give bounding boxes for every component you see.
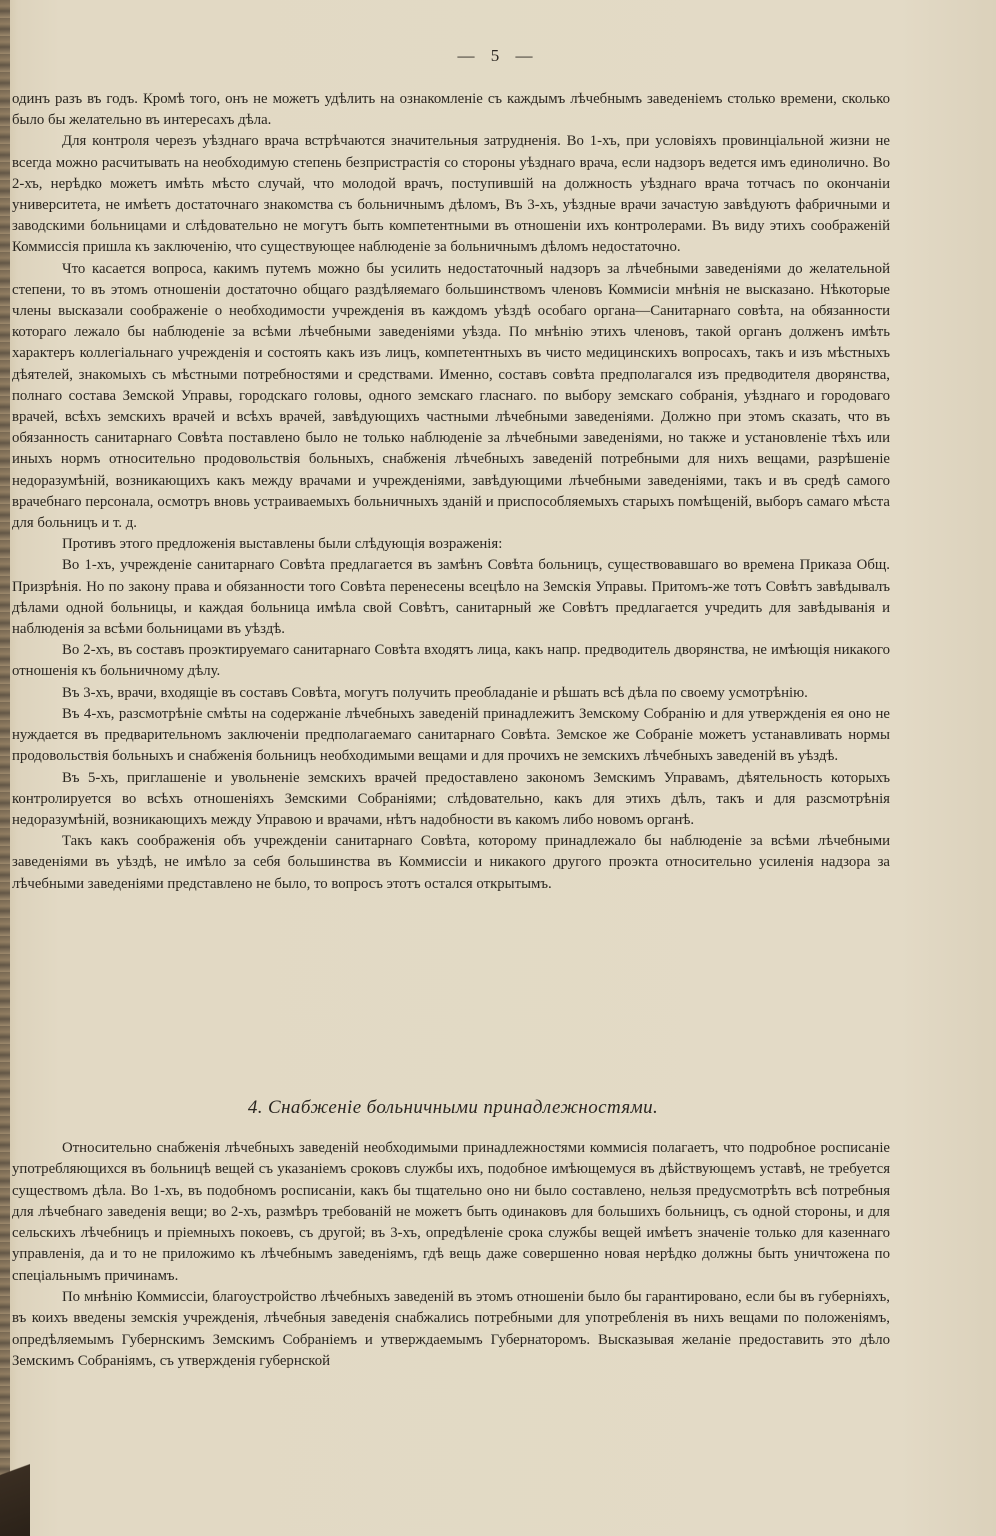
- paragraph: Что касается вопроса, какимъ путемъ можно бы усилить недостаточный надзоръ за лѣчебными заведеніями до желательной степени, то въ этомъ отношеніи достаточно общаго раздѣляемаго большинствомъ членовъ Коммисіи мнѣнія не высказано. Нѣкоторые члены высказали соображеніе о необходимости учрежденія въ каждомъ уѣздѣ особаго органа—Санитарнаго совѣта, на обязанности котораго лежало бы наблюденіе за всѣми лѣчебными заведеніями уѣзда. По мнѣнію этихъ членовъ, такой органъ долженъ имѣть характеръ коллегіальнаго учрежденія и состоять какъ изъ лицъ, компетентныхъ въ чисто медицинскихъ вопросахъ, такъ и изъ мѣстныхъ дѣятелей, знакомыхъ съ мѣстными потребностями и средствами. Именно, составъ совѣта предполагался изъ предводителя дворянства, полнаго состава Земской Управы, городскаго головы, одного земскаго гласнаго. по выбору земскаго собранія, уѣзднаго и городоваго врачей, всѣхъ земскихъ врачей и всѣхъ врачей, завѣдующихъ частными лѣчебными заведеніями. Должно при этомъ сказать, что въ обязанность санитарнаго Совѣта поставлено было не только наблюденіе за лѣчебными заведеніями, но также и установленіе тѣхъ или иныхъ нормъ относительно продовольствія больныхъ, снабженія лѣчебныхъ заведеній потребными для нихъ вещами, разрѣшеніе недоразумѣній, возникающихъ какъ между врачами и учрежденіями, завѣдующими лѣчебными заведеніями, такъ и въ средѣ самого врачебнаго персонала, осмотръ вновь устраиваемыхъ больничныхъ зданій и приспособляемыхъ старыхъ помѣщеній, выборъ самаго мѣста для больницъ и т. д.: [12, 260, 890, 532]
- paragraph: одинъ разъ въ годъ. Кромѣ того, онъ не можетъ удѣлить на ознакомленіе съ каждымъ лѣчебнымъ заведеніемъ столько времени, сколько было бы желательно въ интересахъ дѣла.: [12, 91, 890, 129]
- body-text-section-1: [12, 89, 890, 895]
- paragraph: Противъ этого предложенія выставлены были слѣдующія возраженія:: [62, 536, 503, 553]
- page-corner-shadow: [0, 1426, 30, 1536]
- paragraph: Въ 3-хъ, врачи, входящіе въ составъ Совѣта, могутъ получить преобладаніе и рѣшать всѣ дѣла по своему усмотрѣнію.: [62, 684, 808, 701]
- paragraph: Для контроля черезъ уѣзднаго врача встрѣчаются значительныя затрудненія. Во 1-хъ, при условіяхъ провинціальной жизни не всегда можно расчитывать на необходимую степень безпристрастія со стороны уѣзднаго врача, если надзоръ ведется имъ единолично. Во 2-хъ, нерѣдко можетъ имѣть мѣсто случай, что молодой врачъ, поступившій на должность уѣзднаго врача тотчасъ по окончаніи университета, не имѣетъ достаточнаго знакомства съ больничнымъ дѣломъ, Въ 3-хъ, уѣздные врачи зачастую завѣдуютъ фабричными и заводскими больницами и слѣдовательно не могутъ быть компетентными въ отношеніи ихъ контролерами. Въ виду этихъ соображеній Коммиссія пришла къ заключенію, что существующее наблюденіе за больничнымъ дѣломъ недостаточно.: [12, 133, 890, 256]
- paragraph: Во 2-хъ, въ составъ проэктируемаго санитарнаго Совѣта входятъ лица, какъ напр. предводитель дворянства, не имѣющія никакого отношенія къ больничному дѣлу.: [12, 642, 890, 680]
- paragraph: Во 1-хъ, учрежденіе санитарнаго Совѣта предлагается въ замѣнъ Совѣта больницъ, существовавшаго во времена Приказа Общ. Призрѣнія. Но по закону права и обязанности того Совѣта перенесены всецѣло на Земскія Управы. Притомъ-же тотъ Совѣтъ завѣдывалъ дѣлами одной больницы, и каждая больница имѣла свой Совѣтъ, санитарный же Совѣтъ предлагается учредить для завѣдыванія и наблюденія за всѣми больницами въ уѣздѣ.: [12, 557, 890, 638]
- paragraph: Въ 5-хъ, приглашеніе и увольненіе земскихъ врачей предоставлено закономъ Земскимъ Управамъ, дѣятельность которыхъ контролируется во всѣхъ отношеніяхъ Земскими Собраніями; слѣдовательно, какъ для этихъ дѣлъ, такъ и для разсмотрѣнія недоразумѣній, возникающихъ между Управою и врачами, нѣтъ надобности въ какомъ либо новомъ органѣ.: [12, 769, 890, 828]
- section-heading: 4. Снабженіе больничными принадлежностями.: [247, 1097, 659, 1118]
- paragraph: Относительно снабженія лѣчебныхъ заведеній необходимыми принадлежностями коммисія полагаетъ, что подробное росписаніе употребляющихся въ больницѣ вещей съ указаніемъ сроковъ службы ихъ, подобное имѣющемуся въ дѣйствующемъ уставѣ, не требуется существомъ дѣла. Во 1-хъ, въ подобномъ росписаніи, какъ бы тщательно оно ни было составлено, нельзя предусмотрѣть всѣ потребныя для лѣчебнаго заведенія вещи; во 2-хъ, размѣръ требованій не можетъ быть одинаковъ для большихъ больницъ, съ одной стороны, и для сельскихъ лѣчебницъ и пріемныхъ покоевъ, съ другой; въ 3-хъ, опредѣленіе срока службы вещей имѣетъ значеніе только для казеннаго управленія, да и то не приложимо къ лѣчебнымъ заведеніямъ, гдѣ вещь даже совершенно новая нерѣдко должны быть уничтожена по спеціальнымъ причинамъ.: [12, 1140, 890, 1284]
- paragraph: Такъ какъ соображенія объ учрежденіи санитарнаго Совѣта, которому принадлежало бы наблюденіе за всѣми лѣчебными заведеніями въ уѣздѣ, не имѣло за себя большинства въ Коммиссіи и никакого другого проэкта относительно усиленія надзора за лѣчебными заведеніями представлено не было, то вопросъ этотъ остался открытымъ.: [12, 833, 890, 892]
- paragraph: По мнѣнію Коммиссіи, благоустройство лѣчебныхъ заведеній въ этомъ отношеніи было бы гарантировано, если бы въ губерніяхъ, въ коихъ введены земскія учрежденія, лѣчебныя заведенія снабжались потребными для употребленія въ нихъ вещами по положеніямъ, опредѣляемымъ Губернскимъ Земскимъ Собраніемъ и утверждаемымъ Губернаторомъ. Высказывая желаніе предоставить это дѣло Земскимъ Собраніямъ, съ утвержденія губернской: [12, 1289, 890, 1369]
- body-text-section-2: [12, 1138, 890, 1372]
- paragraph: Въ 4-хъ, разсмотрѣніе смѣты на содержаніе лѣчебныхъ заведеній принадлежитъ Земскому Собранію и для утвержденія ея оно не нуждается въ предварительномъ заключеніи предполагаемаго санитарнаго Совѣта. Земское же Собраніе можетъ устанавливать нормы продовольствія больныхъ и снабженія больницъ необходимыми вещами и для прочихъ не земскихъ лѣчебныхъ заведеній въ уѣздѣ.: [12, 705, 890, 765]
- page-binding-edge: [0, 0, 10, 1536]
- page-number: — 5 —: [457, 46, 539, 65]
